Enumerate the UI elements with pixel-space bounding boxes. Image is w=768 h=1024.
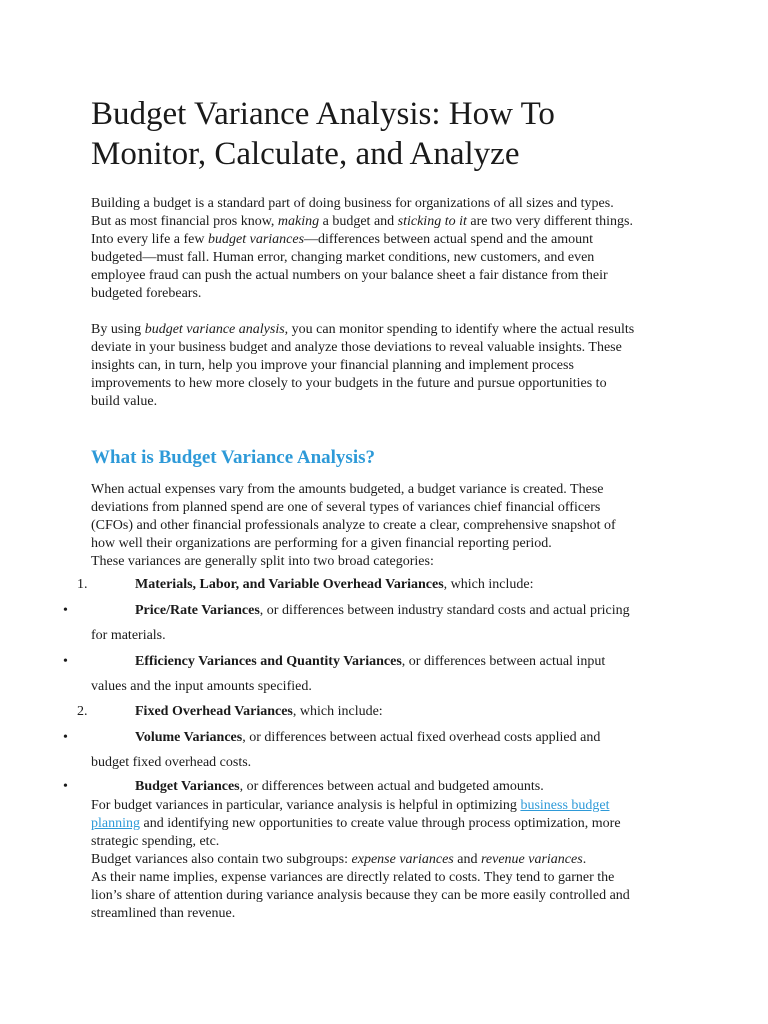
business-budget-planning-link-cont[interactable]: planning xyxy=(91,816,140,831)
section-heading: What is Budget Variance Analysis? xyxy=(91,447,375,468)
list-number-1: 1. xyxy=(77,577,88,592)
list-item-1: Materials, Labor, and Variable Overhead Variances, which include: xyxy=(135,577,534,592)
section-paragraph: When actual expenses vary from the amounts budgeted, a budget variance is created. These deviations from planned spend are one of several types of variances chief financial officers (CFOs) and other financial professionals analyze to create a clear, comprehensive snapshot of how well their organizations are performing for a given financial reporting period. These variances are generally split into two broad categories: xyxy=(91,482,616,569)
list-item-budget: Budget Variances, or differences between actual and budgeted amounts. xyxy=(135,779,544,794)
list-item-price-rate: Price/Rate Variances, or differences between industry standard costs and actual pricing xyxy=(135,603,630,618)
closing-paragraph: For budget variances in particular, variance analysis is helpful in optimizing business budget planning and identifying new opportunities to create value through process optimization, more strategic spending, etc. Budget variances also contain two subgroups: expense variances and revenue variances. As their name implies, expense variances are directly related to costs. They tend to garner the lion’s share of attention during variance analysis because they can be more easily controlled and streamlined than revenue. xyxy=(91,798,630,921)
bullet-icon: • xyxy=(63,654,68,669)
analysis-paragraph: By using budget variance analysis, you can monitor spending to identify where the actual results deviate in your business budget and analyze those deviations to reveal valuable insights. These insights can, in turn, help you improve your financial planning and implement process improvements to hew more closely to your budgets in the future and pursue opportunities to build value. xyxy=(91,322,635,409)
list-number-2: 2. xyxy=(77,704,88,719)
intro-paragraph: Building a budget is a standard part of doing business for organizations of all sizes and types. But as most financial pros know, making a budget and sticking to it are two very different things. Into every life a few budget variances—differences between actual spend and the amount budgeted—must fall. Human error, changing market conditions, new customers, and even employee fraud can push the actual numbers on your balance sheet a fair distance from their budgeted forebears. xyxy=(91,196,634,301)
list-item-price-rate-cont: for materials. xyxy=(91,628,166,643)
title-line-2: Monitor, Calculate, and Analyze xyxy=(91,136,520,172)
list-item-2: Fixed Overhead Variances, which include: xyxy=(135,704,383,719)
list-item-volume-cont: budget fixed overhead costs. xyxy=(91,755,252,770)
list-item-efficiency-cont: values and the input amounts specified. xyxy=(91,679,312,694)
bullet-icon: • xyxy=(63,603,68,618)
page-title xyxy=(91,94,691,174)
list-item-volume: Volume Variances, or differences between actual fixed overhead costs applied and xyxy=(135,730,601,745)
bullet-icon: • xyxy=(63,779,68,794)
business-budget-planning-link[interactable]: business budget xyxy=(520,798,610,813)
bullet-icon: • xyxy=(63,730,68,745)
list-item-efficiency: Efficiency Variances and Quantity Variances, or differences between actual input xyxy=(135,654,606,669)
title-line-1: Budget Variance Analysis: How To xyxy=(91,96,555,132)
